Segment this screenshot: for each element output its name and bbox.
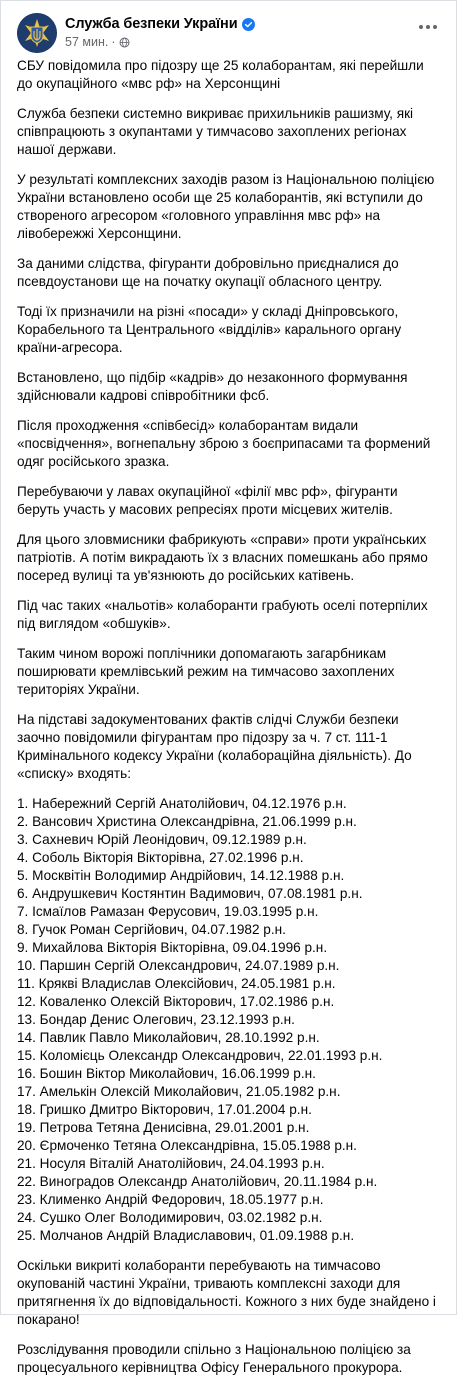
list-item: 14. Павлик Павло Миколайович, 28.10.1992 р.н. [17,1030,320,1045]
suspect-list [17,795,440,1245]
sbu-emblem-icon [17,13,57,53]
list-item: 3. Сахневич Юрій Леонідович, 09.12.1989 р.н. [17,832,307,847]
post-content [1,49,456,1377]
post-meta [65,15,412,50]
post-paragraphs-before [17,57,440,783]
list-item: 4. Соболь Вікторія Вікторівна, 27.02.1996 р.н. [17,850,304,865]
list-item: 21. Носуля Віталій Анатолійович, 24.04.1993 р.н. [17,1156,325,1171]
post-paragraph: За даними слідства, фігуранти добровільно приєдналися до псевдоустанови ще на початку окупації обласного центру. [17,256,399,289]
list-item: 10. Паршин Сергій Олександрович, 24.07.1989 р.н. [17,958,340,973]
post-header [1,1,456,49]
separator: · [111,35,116,49]
list-item: 15. Коломієць Олександр Олександрович, 22.01.1993 р.н. [17,1048,383,1063]
list-item: 19. Петрова Тетяна Денисівна, 29.01.2001 р.н. [17,1120,310,1135]
list-item: 7. Ісмаїлов Рамазан Ферусович, 19.03.1995 р.н. [17,904,319,919]
post-paragraph: Служба безпеки системно викриває прихильників рашизму, які співпрацюють з окупантами у тимчасово захоплених регіонах нашої держави. [17,106,414,157]
page-name[interactable]: Служба безпеки України [65,16,238,32]
post-paragraph: Перебуваючи у лавах окупаційної «філії мвс рф», фігуранти беруть участь у масових репресіях проти місцевих жителів. [17,484,398,517]
list-item: 24. Сушко Олег Володимирович, 03.02.1982 р.н. [17,1210,323,1225]
list-item: 9. Михайлова Вікторія Вікторівна, 09.04.1996 р.н. [17,940,328,955]
post-paragraph: У результаті комплексних заходів разом із Національною поліцією України встановлено особи ще 25 колаборантів, які вступили до створеного агресором «головного управління мвс рф» на лівобережжі Херсонщини. [17,172,435,241]
list-item: 23. Клименко Андрій Федорович, 18.05.1977 р.н. [17,1192,324,1207]
list-item: 12. Коваленко Олексій Вікторович, 17.02.1986 р.н. [17,994,335,1009]
list-item: 25. Молчанов Андрій Владиславович, 01.09.1988 р.н. [17,1228,355,1243]
post-paragraph: СБУ повідомила про підозру ще 25 колаборантам, які перейшли до окупаційного «мвс рф» на Херсонщині [17,58,424,91]
post-paragraph: Для цього зловмисники фабрикують «справи» проти українських патріотів. А потім викрадають їх з власних помешкань або прямо посеред вулиці та ув'язнюють до російських катівень. [17,532,428,583]
list-item: 6. Андрушкевич Костянтин Вадимович, 07.08.1981 р.н. [17,886,363,901]
post-paragraph: Після проходження «співбесід» колаборантам видали «посвідчення», вогнепальну зброю з боєприпасами та формений одяг російського зразка. [17,418,431,469]
verified-badge-icon [242,18,255,31]
globe-icon[interactable] [119,37,130,48]
more-options-icon [418,24,438,30]
post-paragraphs-after [17,1257,440,1377]
post-timestamp[interactable]: 57 мин. [65,35,109,49]
post-paragraph: На підставі задокументованих фактів слідчі Служби безпеки заочно повідомили фігурантам про підозру за ч. 7 ст. 111-1 Кримінального кодексу України (колабораційна діяльність). До «списку» входять: [17,712,412,781]
post-time-row [65,34,412,50]
more-options-button[interactable] [412,15,444,39]
list-item: 16. Бошин Віктор Миколайович, 16.06.1999 р.н. [17,1066,316,1081]
post-paragraph: Під час таких «нальотів» колаборанти грабують оселі потерпілих під виглядом «обшуків». [17,598,428,631]
list-item: 22. Виноградов Олександр Анатолійович, 20.11.1984 р.н. [17,1174,378,1189]
list-item: 13. Бондар Денис Олегович, 23.12.1993 р.н. [17,1012,295,1027]
post-paragraph: Оскільки викриті колаборанти перебувають на тимчасово окупованій частині України, тривають комплексні заходи для притягнення їх до відповідальності. Кожного з них буде знайдено і покарано! [17,1258,436,1327]
list-item: 2. Вансович Христина Олександрівна, 21.06.1999 р.н. [17,814,357,829]
post-paragraph: Встановлено, що підбір «кадрів» до незаконного формування здійснювали кадрові співробітники фсб. [17,370,408,403]
post-paragraph: Розслідування проводили спільно з Національною поліцією за процесуального керівництва Офісу Генерального прокурора. [17,1342,411,1375]
list-item: 1. Набережний Сергій Анатолійович, 04.12.1976 р.н. [17,796,347,811]
list-item: 20. Єрмоченко Тетяна Олександрівна, 15.05.1988 р.н. [17,1138,357,1153]
list-item: 11. Крякві Владислав Олексійович, 24.05.1981 р.н. [17,976,336,991]
list-item: 18. Гришко Дмитро Вікторович, 17.01.2004 р.н. [17,1102,312,1117]
list-item: 17. Амелькін Олексій Миколайович, 21.05.1982 р.н. [17,1084,341,1099]
post-paragraph: Таким чином ворожі поплічники допомагають загарбникам поширювати кремлівський режим на тимчасово захоплених територіях України. [17,646,395,697]
list-item: 5. Москвітін Володимир Андрійович, 14.12.1988 р.н. [17,868,345,883]
avatar[interactable] [17,13,57,53]
list-item: 8. Гучок Роман Сергійович, 04.07.1982 р.н. [17,922,286,937]
post-paragraph: Тоді їх призначили на різні «посади» у складі Дніпровського, Корабельного та Центрального «відділів» карального органу країни-агресора. [17,304,402,355]
